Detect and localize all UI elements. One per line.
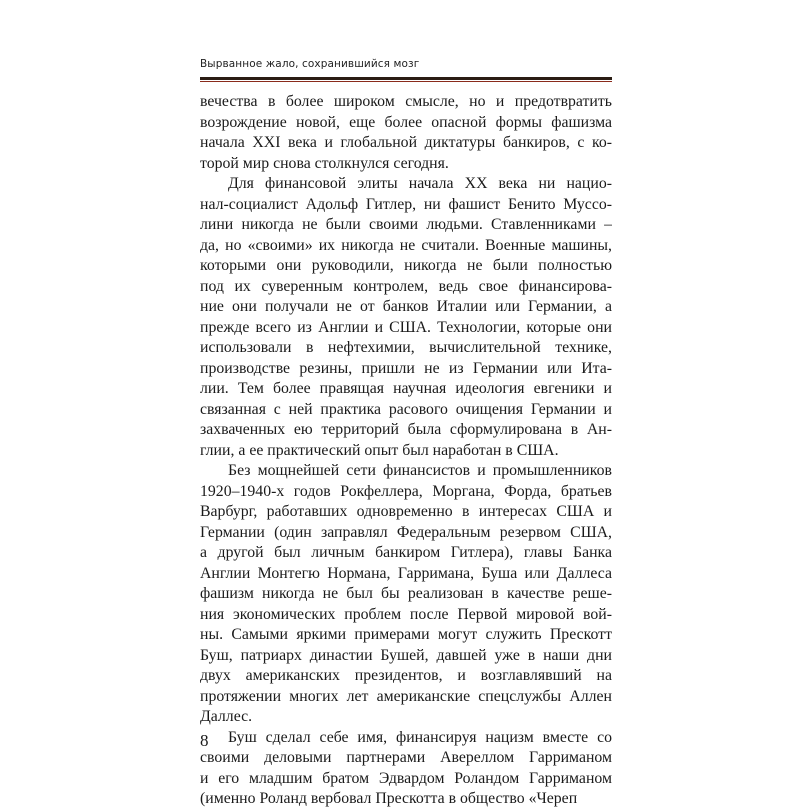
text-line: ние они получали не от банков Италии или Германии, а xyxy=(200,298,612,315)
text-line: лии. Тем более правящая научная идеология евгеники и xyxy=(200,380,612,397)
paragraph xyxy=(200,92,612,174)
text-line: Буш сделал себе имя, финансируя нацизм вместе со xyxy=(228,728,612,746)
paragraph xyxy=(200,728,612,810)
text-line: да, но «своими» их никогда не считали. Военные машины, xyxy=(200,236,612,254)
text-line: связанная с ней практика расового очищения Германии и xyxy=(200,400,612,418)
text-line: которыми они руководили, никогда не были полностью xyxy=(200,257,612,274)
text-line: ны. Самыми яркими примерами могут служить Прескотт xyxy=(200,626,612,643)
text-line: и его младшим братом Эдвардом Роландом Гарриманом xyxy=(200,769,612,787)
text-line: начала XXI века и глобальной диктатуры банкиров, с ко- xyxy=(200,134,612,151)
text-line: своими деловыми партнерами Авереллом Гарриманом xyxy=(200,749,612,766)
text-line: лини никогда не были своими людьми. Ставленниками – xyxy=(200,216,612,233)
text-line: прежде всего из Англии и США. Технологии, которые они xyxy=(200,318,612,336)
paragraph xyxy=(200,174,612,461)
text-line: Англии Монтегю Нормана, Гарримана, Буша или Даллеса xyxy=(200,564,612,582)
text-line: вечества в более широком смысле, но и предотвратить xyxy=(200,93,612,110)
header-rule-accent xyxy=(200,81,612,82)
text-line: 1920–1940-х годов Рокфеллера, Моргана, Форда, братьев xyxy=(200,482,612,500)
text-line: нал-социалист Адольф Гитлер, ни фашист Бенито Муссо- xyxy=(200,195,612,213)
text-line: Буш, патриарх династии Бушей, давшей уже в наши дни xyxy=(200,646,612,664)
text-line: Германии (один заправлял Федеральным резервом США, xyxy=(200,523,612,541)
text-line: использовали в нефтехимии, вычислительной технике, xyxy=(200,339,612,356)
text-line: захваченных ею территорий была сформулирована в Ан- xyxy=(200,421,612,438)
paragraph xyxy=(200,461,612,728)
running-head: Вырванное жало, сохранившийся мозг xyxy=(200,58,420,70)
text-line: Даллес. xyxy=(200,708,253,725)
text-line: (именно Роланд вербовал Прескотта в общество «Череп xyxy=(200,790,578,807)
header-rule xyxy=(200,77,612,80)
text-line: протяжении многих лет американские спецслужбы Аллен xyxy=(200,687,612,705)
text-line: производстве резины, пришли не из Германии или Ита- xyxy=(200,359,612,377)
text-line: а другой был личным банкиром Гитлера), главы Банка xyxy=(200,544,612,561)
page-number: 8 xyxy=(200,731,209,750)
body-text xyxy=(200,92,612,810)
text-line: Без мощнейшей сети финансистов и промышленников xyxy=(228,462,612,479)
text-line: Для финансовой элиты начала XX века ни нацио- xyxy=(228,175,612,192)
text-line: под их суверенным контролем, ведь свое финансирова- xyxy=(200,277,612,295)
text-line: торой мир снова столкнулся сегодня. xyxy=(200,154,449,172)
text-line: глии, а ее практический опыт был наработан в США. xyxy=(200,441,559,459)
text-line: Варбург, работавших одновременно в интересах США и xyxy=(200,503,612,520)
text-line: двух американских президентов, и возглавлявший на xyxy=(200,667,612,684)
text-line: ния экономических проблем после Первой мировой вой- xyxy=(200,605,612,623)
text-line: фашизм никогда не был бы реализован в качестве реше- xyxy=(200,585,612,602)
text-line: возрождение новой, еще более опасной формы фашизма xyxy=(200,113,612,131)
